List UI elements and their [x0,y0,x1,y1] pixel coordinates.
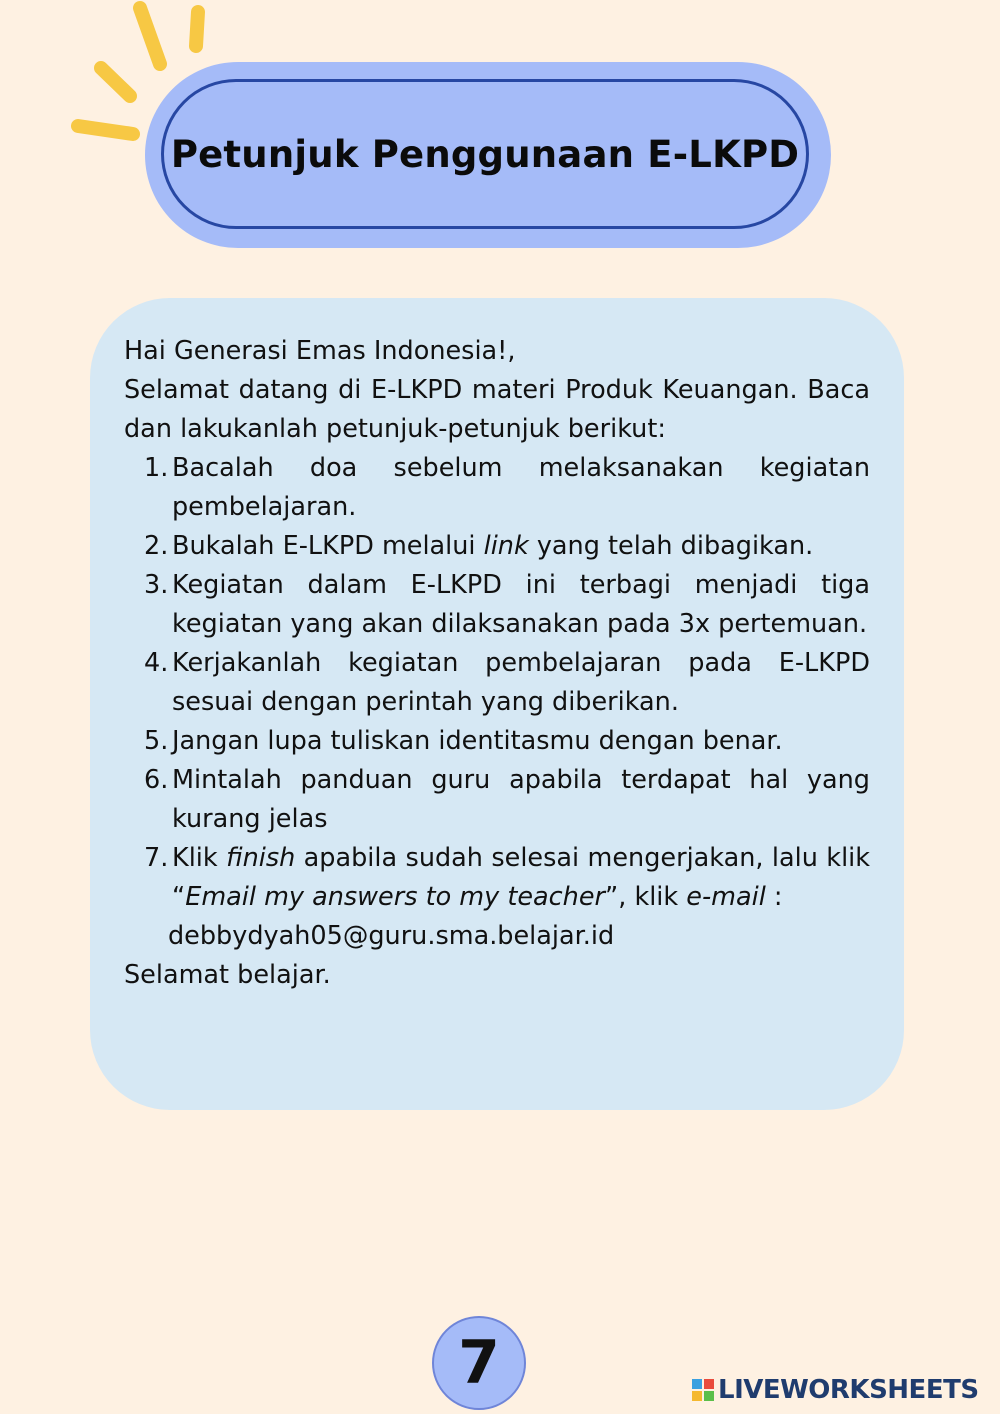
list-item [124,566,870,644]
step-text: Bacalah doa sebelum melaksanakan kegiatan pembelajaran. [172,453,870,522]
step-text: Bukalah E-LKPD melalui [172,531,484,561]
teacher-email: debbydyah05@guru.sma.belajar.id [168,921,615,951]
list-item [124,722,870,761]
step-italic-text: e-mail [686,882,766,912]
intro-text: Selamat datang di E-LKPD materi Produk Keuangan. Baca dan lakukanlah petunjuk-petunjuk berikut: [124,375,870,444]
steps-list [124,449,870,917]
step-text: : [765,882,783,912]
page-title: Petunjuk Penggunaan E-LKPD [170,132,800,176]
step-text: Klik [172,843,227,873]
step-text: Mintalah panduan guru apabila terdapat hal yang kurang jelas [172,765,870,834]
instructions-content [124,332,870,995]
step-text: ”, klik [605,882,687,912]
step-number: 6. [144,765,169,795]
page-number-badge [432,1316,526,1410]
step-italic-text: link [483,531,529,561]
step-italic-text: Email my answers to my teacher [185,882,606,912]
sun-ray-1 [140,8,160,64]
step-text: apabila sudah selesai mengerjakan, lalu klik “ [172,843,871,912]
step-number: 5. [144,726,169,756]
sun-ray-3 [101,68,130,96]
step-italic-text: finish [226,843,296,873]
list-item [124,449,870,527]
sun-ray-2 [196,12,198,46]
step-number: 4. [144,648,169,678]
greeting-text: Hai Generasi Emas Indonesia!, [124,336,516,366]
list-item [124,839,870,917]
list-item [124,527,870,566]
list-item [124,644,870,722]
step-number: 1. [144,453,169,483]
step-text: Jangan lupa tuliskan identitasmu dengan benar. [172,726,783,756]
liveworksheets-brand [692,1374,979,1406]
step-number: 2. [144,531,169,561]
step-text: Kegiatan dalam E-LKPD ini terbagi menjadi tiga kegiatan yang akan dilaksanakan pada 3x pertemuan. [172,570,870,639]
brand-name: LIVEWORKSHEETS [718,1375,979,1405]
sun-ray-4 [78,126,133,134]
step-text: Kerjakanlah kegiatan pembelajaran pada E-LKPD sesuai dengan perintah yang diberikan. [172,648,870,717]
list-item [124,761,870,839]
title-banner-inner [161,79,809,229]
closing-text: Selamat belajar. [124,960,331,990]
step-text: yang telah dibagikan. [528,531,814,561]
page-number: 7 [458,1328,500,1398]
liveworksheets-logo-icon [692,1379,714,1401]
step-number: 7. [144,843,169,873]
step-number: 3. [144,570,169,600]
